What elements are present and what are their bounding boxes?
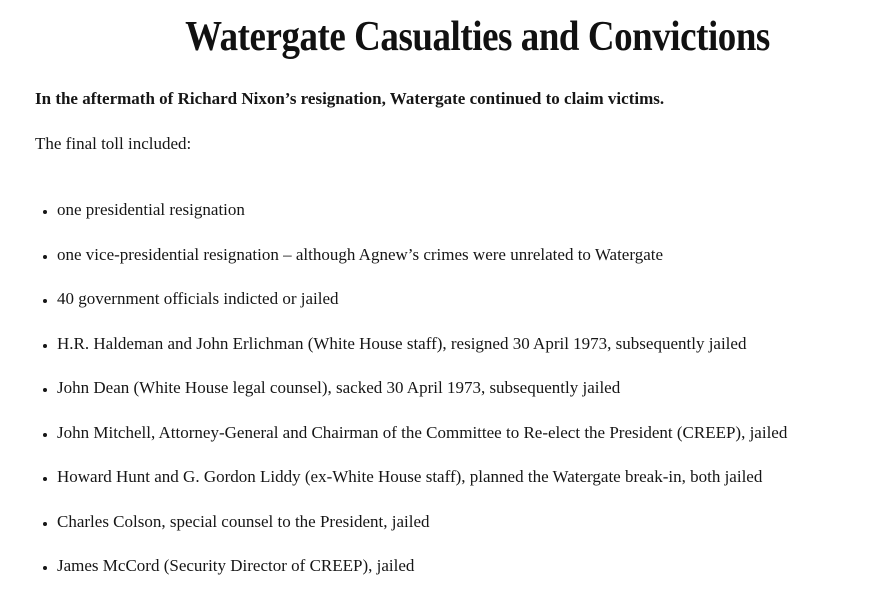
list-item: • 40 government officials indicted or jailed — [57, 288, 860, 310]
list-item: • one vice-presidential resignation – although Agnew’s crimes were unrelated to Watergate — [57, 244, 860, 266]
document-page — [0, 12, 895, 597]
list-item: • James McCord (Security Director of CREEP), jailed — [57, 555, 860, 577]
list-item: • H.R. Haldeman and John Erlichman (White House staff), resigned 30 April 1973, subsequently jailed — [57, 333, 860, 355]
intro-paragraph: The final toll included: — [35, 134, 192, 154]
list-item: • Howard Hunt and G. Gordon Liddy (ex-White House staff), planned the Watergate break-in, both jailed — [57, 466, 860, 488]
list-item: • John Mitchell, Attorney-General and Chairman of the Committee to Re-elect the President (CREEP), jailed — [57, 422, 860, 444]
casualties-list — [35, 199, 860, 577]
intro-paragraph-bold: In the aftermath of Richard Nixon’s resignation, Watergate continued to claim victims. — [35, 89, 665, 109]
list-item: • John Dean (White House legal counsel), sacked 30 April 1973, subsequently jailed — [57, 377, 860, 399]
list-item: • one presidential resignation — [57, 199, 860, 221]
page-title: Watergate Casualties and Convictions — [185, 14, 770, 60]
list-item: • Charles Colson, special counsel to the President, jailed — [57, 511, 860, 533]
